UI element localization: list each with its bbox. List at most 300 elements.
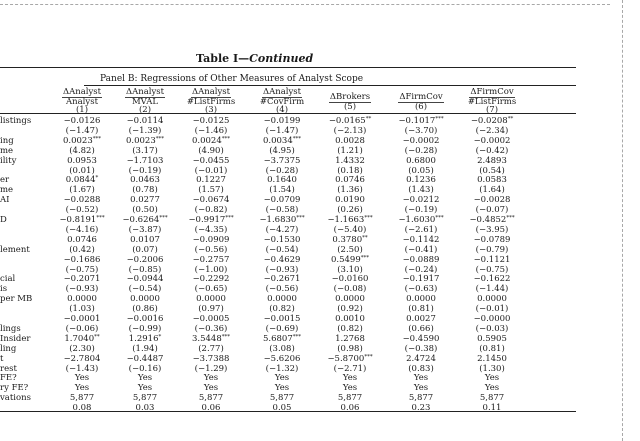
table-cell (247, 284, 317, 294)
table-cell (386, 225, 456, 235)
cell-value: (0.42) (69, 244, 95, 255)
cell-value: 2.1450 (477, 353, 507, 364)
column-header (47, 88, 117, 115)
table-cell (247, 156, 317, 166)
cell-value: −0.2757 (192, 254, 230, 265)
table-cell (47, 364, 117, 374)
cell-value: 0.0010 (335, 314, 365, 324)
cell-value: Yes (274, 383, 290, 394)
cell-value: −1.1663 (327, 215, 365, 225)
cell-value: (−3.70) (404, 125, 438, 136)
cell-value: (0.82) (337, 323, 363, 334)
cell-value: 0.08 (72, 403, 92, 414)
table-cell (176, 344, 246, 354)
table-cell (176, 314, 246, 324)
table-cell (47, 354, 117, 364)
cell-value: (−0.85) (128, 264, 162, 275)
cell-value: 0.0463 (130, 175, 160, 186)
table-cell (315, 364, 385, 374)
significance-stars: ** (365, 116, 372, 122)
table-cell (386, 166, 456, 176)
cell-value: (3.10) (337, 264, 363, 275)
cell-value: 2.4893 (477, 155, 507, 166)
table-cell (315, 294, 385, 304)
table-cell (47, 304, 117, 314)
column-number: (1) (75, 105, 89, 116)
table-cell (386, 146, 456, 156)
row-label: ility (0, 155, 17, 166)
column-header (315, 93, 385, 111)
table-cell (176, 284, 246, 294)
table-cell (110, 304, 180, 314)
cell-value: (−0.06) (65, 323, 99, 334)
row-label: me (0, 185, 14, 196)
cell-value: (−0.41) (404, 244, 438, 255)
cell-value: Yes (342, 383, 358, 394)
cell-value: 0.23 (411, 403, 431, 414)
cell-value: 0.3780 (332, 234, 363, 245)
table-cell (386, 255, 456, 265)
cell-value: (−0.08) (333, 284, 367, 295)
cell-value: (0.01) (69, 165, 95, 176)
table-cell (247, 195, 317, 205)
table-cell (110, 344, 180, 354)
cell-value: (0.26) (337, 205, 363, 216)
row-label: ing (0, 135, 14, 146)
cell-value: (−2.71) (333, 363, 367, 374)
table-cell (386, 156, 456, 166)
cell-value: −0.0015 (263, 314, 301, 324)
cell-value: 0.11 (482, 403, 502, 414)
cell-value: (−0.38) (404, 343, 438, 354)
cell-value: 0.1236 (406, 175, 436, 186)
column-number: (7) (485, 105, 499, 116)
significance-stars: *** (221, 135, 230, 142)
cell-value: 0.0746 (335, 175, 365, 186)
significance-stars: *** (506, 215, 515, 221)
significance-stars: *** (292, 333, 301, 340)
cell-value: 0.0034 (263, 135, 293, 146)
cell-value: −5.8700 (327, 353, 365, 364)
table-cell (110, 245, 180, 255)
row-label: vations (0, 393, 31, 404)
cell-value: (−0.07) (475, 205, 509, 216)
cell-value: −0.0160 (331, 274, 369, 285)
table-cell (110, 195, 180, 205)
cell-value: (−0.28) (265, 165, 299, 176)
cell-value: −0.2071 (63, 274, 101, 285)
cell-value: −1.7103 (126, 155, 164, 166)
table-cell (386, 185, 456, 195)
table-cell (457, 175, 527, 185)
cell-value: (−0.01) (194, 165, 228, 176)
table-cell (457, 225, 527, 235)
table-cell (315, 205, 385, 215)
table-cell (457, 334, 527, 344)
table-cell (247, 175, 317, 185)
table-cell (247, 304, 317, 314)
table-cell (176, 136, 246, 146)
panel-rule (84, 85, 576, 86)
cell-value: (−2.34) (475, 125, 509, 136)
cell-value: −0.6264 (122, 215, 160, 225)
table-cell (47, 393, 117, 403)
table-cell (457, 166, 527, 176)
table-cell (315, 344, 385, 354)
bottom-rule (0, 411, 576, 412)
cell-value: (1.21) (337, 145, 363, 156)
cell-value: −0.0125 (192, 116, 230, 126)
table-cell (386, 393, 456, 403)
cell-value: (−4.27) (265, 224, 299, 235)
cell-value: (−0.75) (65, 264, 99, 275)
cell-value: −0.2292 (192, 274, 230, 285)
table-cell (247, 265, 317, 275)
table-cell (386, 126, 456, 136)
cell-value: 1.7040 (64, 333, 95, 344)
significance-stars: *** (364, 215, 373, 221)
cell-value: (−0.54) (128, 284, 162, 295)
table-cell (176, 373, 246, 383)
cell-value: (1.57) (198, 185, 224, 196)
row-label: cial (0, 274, 16, 285)
cell-value: (−0.75) (475, 264, 509, 275)
cell-value: −2.7804 (63, 353, 101, 364)
table-cell (315, 126, 385, 136)
table-cell (247, 294, 317, 304)
cell-value: 0.06 (340, 403, 360, 414)
cell-value: 5,877 (479, 393, 505, 404)
table-cell (110, 314, 180, 324)
table-title: Table I—Continued (196, 52, 314, 65)
cell-value: 5,877 (269, 393, 295, 404)
table-cell (386, 195, 456, 205)
table-cell (110, 185, 180, 195)
table-cell (247, 245, 317, 255)
table-cell (247, 344, 317, 354)
table-cell (47, 205, 117, 215)
cell-value: −0.0674 (192, 195, 230, 206)
cell-value: (3.08) (269, 343, 295, 354)
cell-value: (−1.32) (265, 363, 299, 374)
cell-value: 0.0000 (267, 294, 297, 305)
cell-value: (−0.69) (265, 323, 299, 334)
cell-value: (−0.56) (194, 244, 228, 255)
table-cell (110, 364, 180, 374)
table-cell (386, 344, 456, 354)
significance-stars: *** (225, 215, 234, 221)
cell-value: −0.0889 (402, 254, 440, 265)
table-cell (315, 175, 385, 185)
table-cell (176, 116, 246, 126)
table-cell (176, 195, 246, 205)
cell-value: Yes (203, 383, 219, 394)
table-cell (110, 354, 180, 364)
table-cell (315, 304, 385, 314)
cell-value: −0.1917 (402, 274, 440, 285)
cell-value: Yes (137, 373, 153, 384)
column-header-line1: ΔFirmCov (470, 87, 514, 97)
table-cell (47, 373, 117, 383)
row-label: er (0, 175, 10, 186)
table-cell (315, 156, 385, 166)
column-number: (2) (138, 105, 152, 116)
table-cell (457, 235, 527, 245)
column-header-line1: ΔBrokers (329, 92, 371, 102)
cell-value: (−0.42) (475, 145, 509, 156)
cell-value: −0.2006 (126, 254, 164, 265)
cell-value: −0.0709 (263, 195, 301, 206)
significance-stars: *** (96, 215, 105, 221)
cell-value: (1.43) (408, 185, 434, 196)
table-cell (247, 274, 317, 284)
cell-value: (−0.93) (265, 264, 299, 275)
column-number: (4) (275, 105, 289, 116)
cell-value: 0.0023 (126, 135, 156, 146)
table-cell (47, 126, 117, 136)
significance-stars: ** (362, 234, 368, 241)
cell-value: 5.6807 (263, 333, 293, 344)
table-cell (176, 146, 246, 156)
table-cell (247, 136, 317, 146)
table-cell (176, 126, 246, 136)
cell-value: 5,877 (69, 393, 95, 404)
cell-value: Yes (74, 373, 90, 384)
cell-value: (−0.93) (65, 284, 99, 295)
cell-value: (−1.29) (194, 363, 228, 374)
cell-value: −0.9917 (188, 215, 226, 225)
cell-value: −0.0944 (126, 274, 164, 285)
significance-stars: *** (435, 116, 444, 122)
cell-value: 5,877 (198, 393, 224, 404)
table-cell (315, 334, 385, 344)
table-cell (457, 294, 527, 304)
significance-stars: ** (94, 333, 100, 340)
table-cell (457, 265, 527, 275)
significance-stars: *** (221, 333, 230, 340)
cell-value: (−4.16) (65, 224, 99, 235)
table-cell (457, 205, 527, 215)
table-cell (315, 235, 385, 245)
table-cell (176, 324, 246, 334)
cell-value: 1.2916 (128, 333, 159, 344)
row-label: me (0, 145, 14, 156)
table-cell (315, 225, 385, 235)
cell-value: (1.30) (479, 363, 505, 374)
column-header-line1: ΔAnalyst (125, 87, 165, 97)
cell-value: −0.0002 (473, 135, 511, 146)
table-cell (47, 185, 117, 195)
cell-value: 0.0024 (192, 135, 222, 146)
row-label: AI (0, 195, 10, 206)
cell-value: (−2.61) (404, 224, 438, 235)
table-cell (110, 156, 180, 166)
cell-value: −0.1530 (263, 234, 301, 245)
cell-value: 0.0107 (130, 234, 160, 245)
table-cell (247, 225, 317, 235)
table-cell (110, 235, 180, 245)
significance-stars: *** (296, 215, 305, 221)
cell-value: (−0.54) (265, 244, 299, 255)
table-cell (247, 354, 317, 364)
cell-value: (−1.46) (194, 125, 228, 136)
table-title-continued: Continued (249, 52, 314, 65)
cell-value: −0.0000 (473, 314, 511, 324)
cell-value: (−0.99) (128, 323, 162, 334)
cell-value: −0.8191 (59, 215, 97, 225)
table-cell (457, 354, 527, 364)
cell-value: 0.0027 (406, 314, 436, 324)
table-cell (247, 324, 317, 334)
table-cell (457, 284, 527, 294)
table-cell (386, 205, 456, 215)
table-cell (110, 373, 180, 383)
significance-stars: *** (360, 254, 369, 261)
table-cell (457, 195, 527, 205)
table-cell (247, 393, 317, 403)
table-cell (47, 265, 117, 275)
table-cell (247, 314, 317, 324)
cell-value: (1.54) (269, 185, 295, 196)
cell-value: (1.36) (337, 185, 363, 196)
cell-value: (−0.16) (128, 363, 162, 374)
cell-value: (0.83) (408, 363, 434, 374)
cell-value: 0.03 (135, 403, 155, 414)
table-cell (247, 235, 317, 245)
cell-value: −1.6030 (398, 215, 436, 225)
significance-stars: *** (159, 215, 168, 221)
table-cell (110, 255, 180, 265)
table-cell (176, 185, 246, 195)
row-label: listings (0, 116, 32, 126)
table-cell (176, 274, 246, 284)
table-cell (176, 334, 246, 344)
table-cell (47, 274, 117, 284)
table-cell (315, 245, 385, 255)
table-cell (47, 235, 117, 245)
table-cell (176, 265, 246, 275)
table-cell (47, 324, 117, 334)
table-cell (315, 314, 385, 324)
cell-value: 0.0583 (477, 175, 507, 186)
table-cell (315, 215, 385, 225)
significance-stars: * (95, 175, 99, 182)
cell-value: (4.82) (69, 145, 95, 156)
row-label: Insider (0, 333, 31, 344)
table-cell (110, 393, 180, 403)
cell-value: (−0.65) (194, 284, 228, 295)
table-cell (176, 304, 246, 314)
table-cell (457, 393, 527, 403)
row-label: per MB (0, 294, 33, 305)
table-cell (386, 245, 456, 255)
cell-value: (4.95) (269, 145, 295, 156)
table-cell (247, 364, 317, 374)
table-cell (47, 195, 117, 205)
row-label: ling (0, 343, 17, 354)
table-cell (386, 334, 456, 344)
cell-value: (2.30) (69, 343, 95, 354)
cell-value: (0.18) (337, 165, 363, 176)
column-header-line2: #ListFirms (467, 96, 517, 107)
cell-value: (−0.19) (128, 165, 162, 176)
cell-value: 0.5905 (477, 333, 507, 344)
cell-value: 1.2768 (335, 333, 365, 344)
cell-value: −0.1686 (63, 254, 101, 265)
cell-value: (0.98) (337, 343, 363, 354)
table-cell (386, 354, 456, 364)
table-cell (315, 393, 385, 403)
top-rule (0, 67, 576, 68)
cell-value: (0.78) (132, 185, 158, 196)
table-cell (247, 166, 317, 176)
table-cell (386, 324, 456, 334)
cell-value: (−0.36) (194, 323, 228, 334)
table-cell (457, 383, 527, 393)
table-cell (47, 344, 117, 354)
cell-value: (−1.44) (475, 284, 509, 295)
table-cell (457, 344, 527, 354)
table-cell (176, 255, 246, 265)
cell-value: −0.0909 (192, 234, 230, 245)
significance-stars: *** (155, 135, 164, 142)
cell-value: (−1.39) (128, 125, 162, 136)
table-cell (110, 215, 180, 225)
table-cell (176, 205, 246, 215)
row-label: D (0, 215, 7, 225)
table-cell (247, 116, 317, 126)
cell-value: −0.0001 (63, 314, 101, 324)
table-cell (315, 146, 385, 156)
table-cell (386, 304, 456, 314)
column-header-line1: ΔAnalyst (191, 87, 231, 97)
table-cell (386, 265, 456, 275)
table-cell (110, 383, 180, 393)
significance-stars: *** (292, 135, 301, 142)
table-cell (386, 294, 456, 304)
table-cell (247, 205, 317, 215)
column-header-line1: ΔFirmCov (399, 92, 443, 102)
table-cell (457, 364, 527, 374)
table-cell (110, 265, 180, 275)
table-cell (47, 175, 117, 185)
cell-value: −3.7375 (263, 155, 301, 166)
table-cell (457, 136, 527, 146)
cell-value: 0.0000 (130, 294, 160, 305)
table-cell (110, 205, 180, 215)
cell-value: Yes (274, 373, 290, 384)
table-cell (315, 354, 385, 364)
cell-value: 0.0190 (335, 195, 365, 206)
cell-value: Yes (137, 383, 153, 394)
cell-value: (−0.52) (65, 205, 99, 216)
table-cell (47, 314, 117, 324)
column-header-line2: MVAL (131, 96, 159, 107)
cell-value: (−3.87) (128, 224, 162, 235)
table-cell (110, 284, 180, 294)
cell-value: −0.0114 (126, 116, 164, 126)
table-cell (47, 225, 117, 235)
cell-value: 0.0000 (477, 294, 507, 305)
column-header (110, 88, 180, 115)
table-cell (110, 324, 180, 334)
table-cell (176, 235, 246, 245)
table-cell (457, 304, 527, 314)
table-cell (315, 166, 385, 176)
cell-value: −0.0028 (473, 195, 511, 206)
cell-value: 0.0000 (406, 294, 436, 305)
cell-value: (0.92) (337, 304, 363, 315)
